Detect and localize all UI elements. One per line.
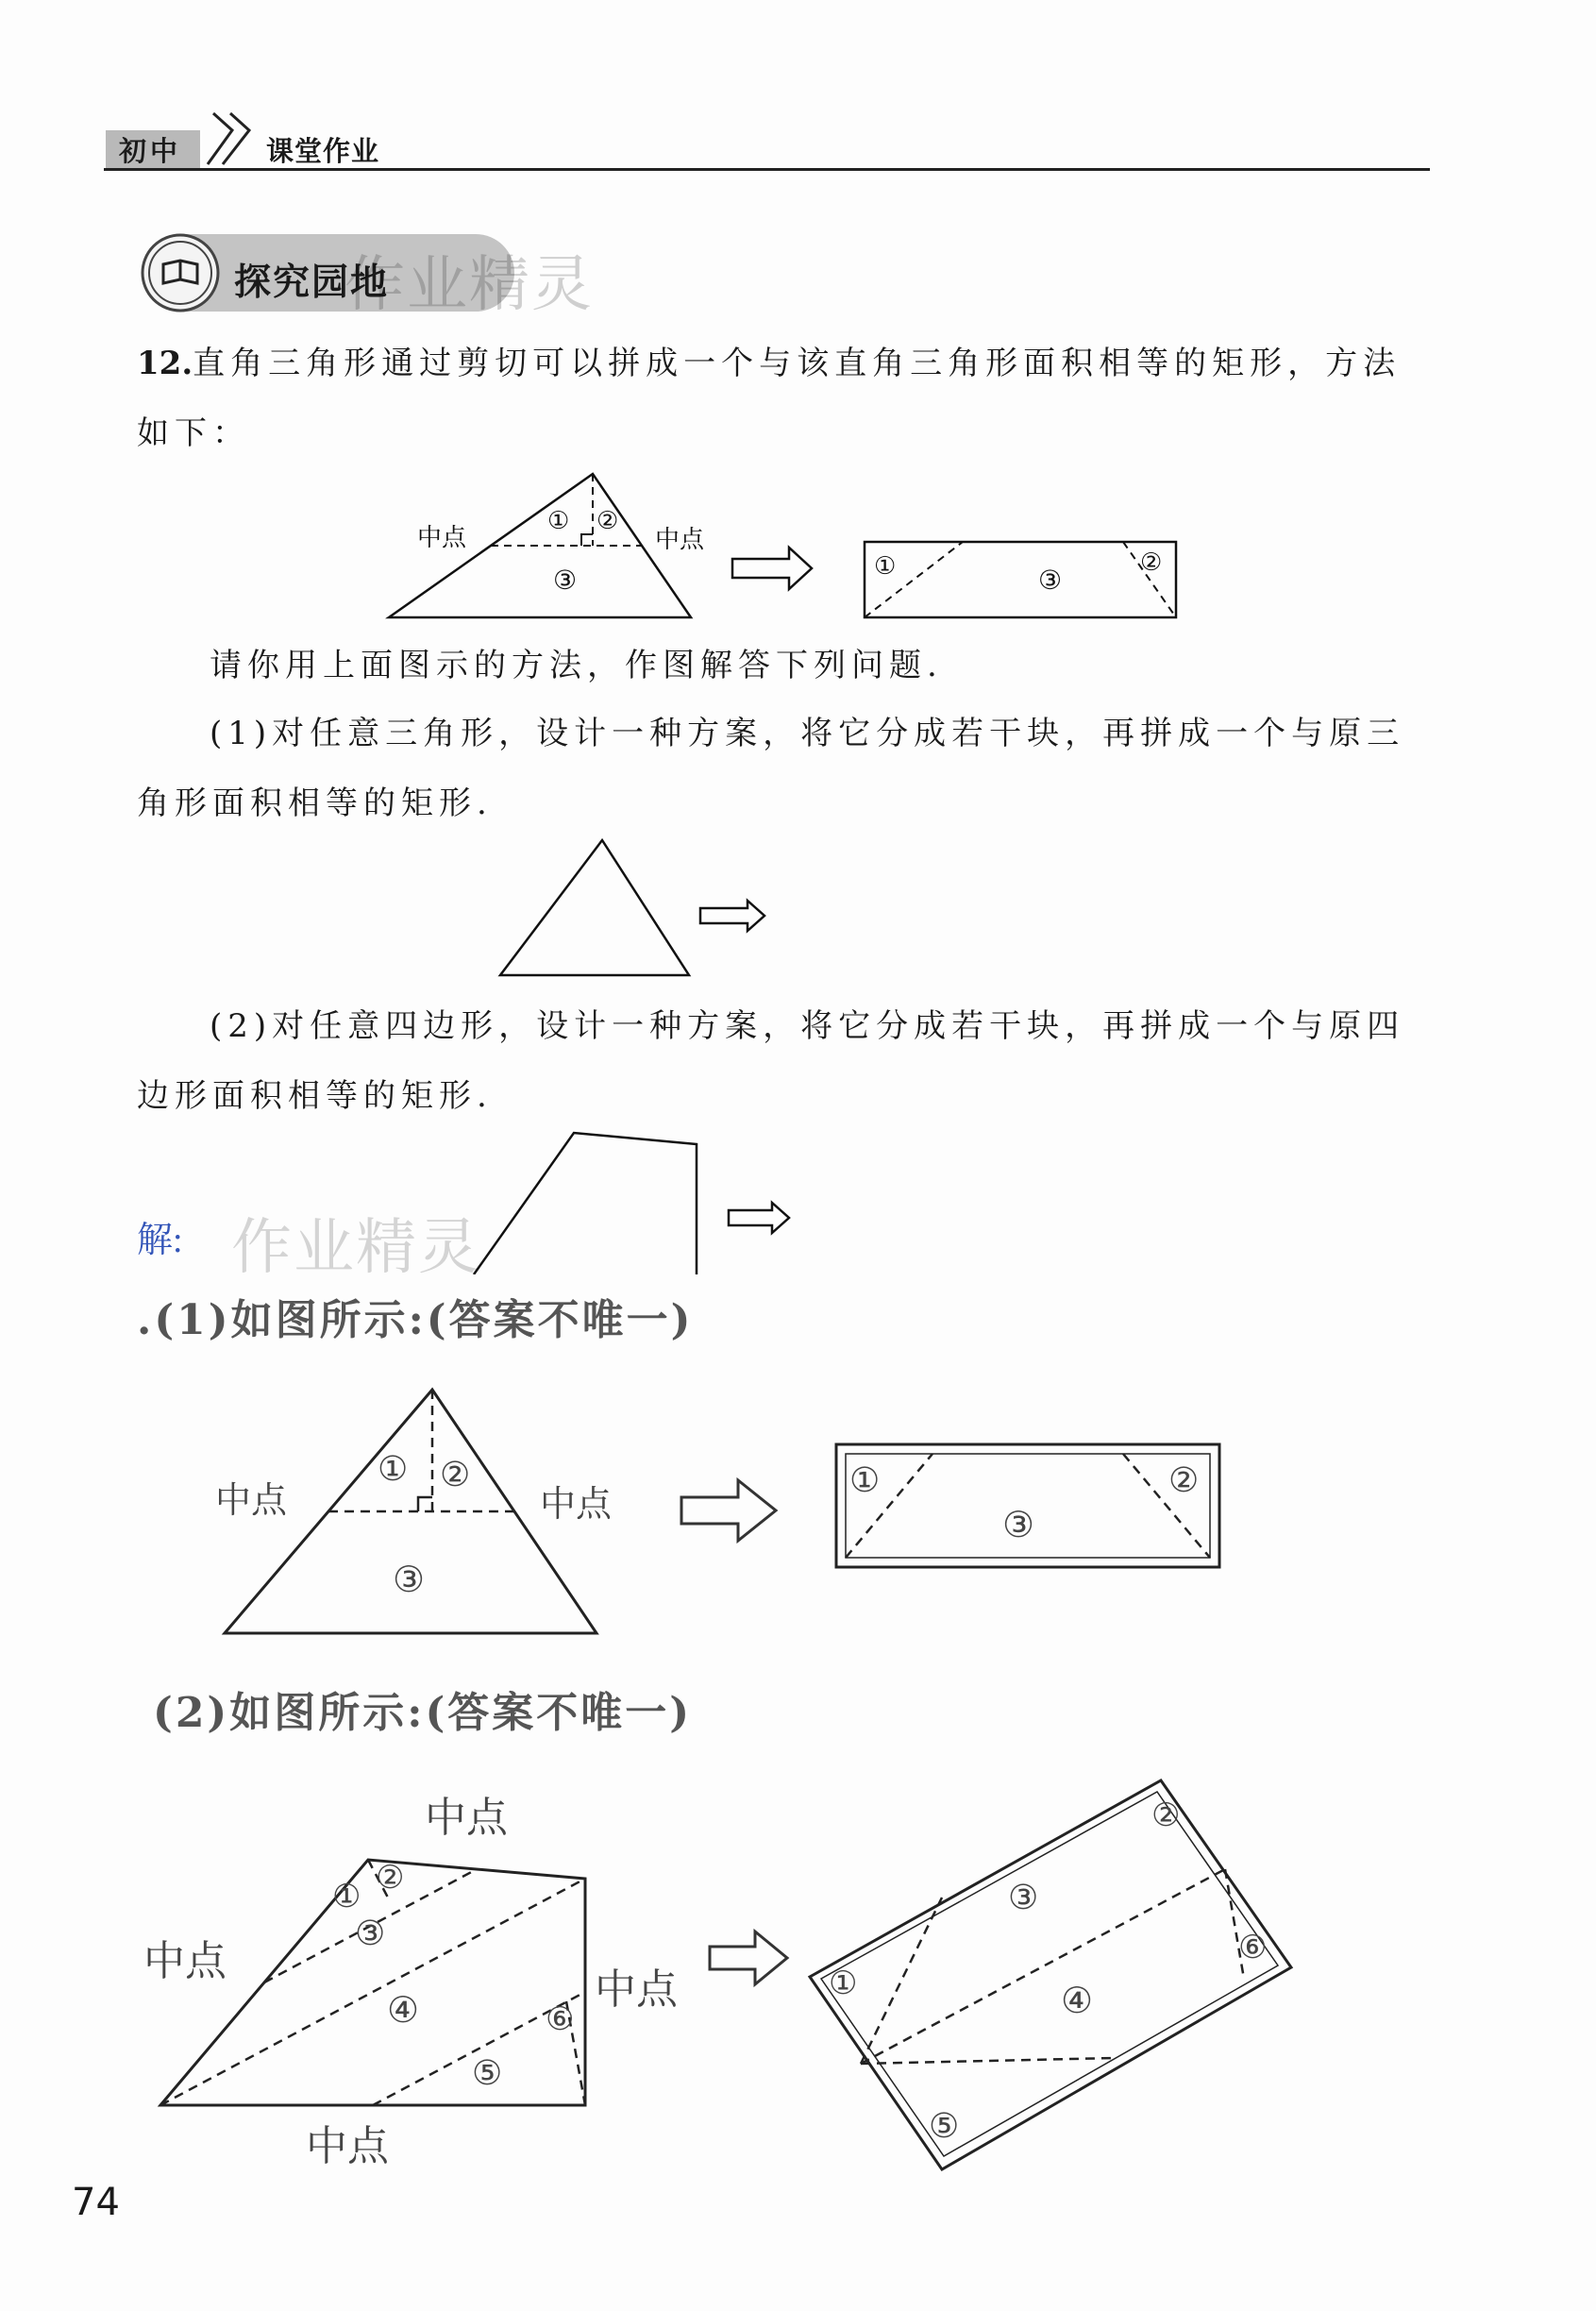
section-title: 探究园地 — [234, 261, 390, 304]
piece-1-label: ① — [378, 1450, 409, 1489]
rect-piece-2-label: ② — [1140, 548, 1163, 577]
piece-1-label: ① — [332, 1878, 361, 1915]
header-grade: 初中 — [119, 135, 182, 167]
result-rectangle — [865, 542, 1176, 617]
rect-piece-1-label: ① — [829, 1965, 858, 2002]
solution-rotated-rectangle — [810, 1780, 1291, 2169]
piece-3-label: ③ — [553, 565, 578, 596]
rect-piece-4-label: ④ — [1061, 1980, 1094, 2021]
rect-piece-1-label: ① — [849, 1461, 881, 1500]
rect-piece-3-label: ③ — [1008, 1879, 1039, 1917]
solution2-figure — [132, 1756, 1321, 2171]
piece-2-label: ② — [376, 1859, 405, 1897]
piece-3-label: ③ — [393, 1559, 426, 1600]
midpoint-left-label: 中点 — [417, 524, 467, 552]
solution-label: 解: — [137, 1221, 183, 1260]
rect-piece-3-label: ③ — [1038, 565, 1063, 596]
part1-text: (1)对任意三角形，设计一种方案，将它分成若干块，再拼成一个与原三角形面积相等的矩形. — [137, 715, 1405, 822]
arrow-icon — [710, 1931, 787, 1984]
midpoint-left-label: 中点 — [215, 1479, 288, 1521]
arrow-icon — [729, 1203, 789, 1233]
rect-piece-6-label: ⑥ — [1238, 1929, 1268, 1966]
midpoint-top-label: 中点 — [425, 1794, 508, 1842]
midpoint-right-label: 中点 — [540, 1483, 613, 1525]
rect-piece-3-label: ③ — [1002, 1504, 1035, 1545]
rect-piece-2-label: ② — [1151, 1797, 1181, 1834]
piece-6-label: ⑥ — [546, 2000, 575, 2038]
piece-2-label: ② — [596, 507, 619, 535]
rect-piece-2-label: ② — [1168, 1461, 1200, 1500]
watermark: 作业精灵 — [344, 250, 594, 320]
part1-figure — [491, 831, 793, 1001]
example-figure — [378, 453, 1208, 642]
double-chevron-icon — [200, 110, 266, 168]
piece-4-label: ④ — [387, 1989, 420, 2031]
part2-figure — [453, 1123, 831, 1274]
piece-5-label: ⑤ — [472, 2054, 503, 2093]
part2-text: (2)对任意四边形，设计一种方案，将它分成若干块，再拼成一个与原四边形面积相等的矩形. — [137, 1007, 1405, 1115]
rect-piece-1-label: ① — [874, 552, 897, 581]
question-text: 12.直角三角形通过剪切可以拼成一个与该直角三角形面积相等的矩形，方法如下： — [137, 345, 1402, 452]
piece-3-label: ③ — [355, 1915, 386, 1953]
piece-1-label: ① — [547, 507, 570, 535]
rect-piece-5-label: ⑤ — [929, 2107, 960, 2146]
right-angle-mark — [418, 1497, 432, 1511]
solution-part2-caption: (2)如图所示:(答案不唯一) — [153, 1689, 693, 1737]
header-series: 课堂作业 — [266, 135, 380, 167]
midpoint-right-label: 中点 — [655, 526, 705, 554]
header-rule — [104, 168, 1430, 171]
question-number: 12. — [137, 345, 193, 382]
book-icon — [134, 227, 227, 319]
solution1-figure — [189, 1369, 1246, 1652]
watermark: 作业精灵 — [231, 1213, 480, 1283]
midpoint-left-label: 中点 — [143, 1937, 227, 1985]
arrow-icon — [732, 548, 812, 589]
right-angle-mark — [581, 534, 593, 546]
arrow-icon — [681, 1480, 776, 1541]
page-number: 74 — [72, 2181, 120, 2224]
piece-2-label: ② — [440, 1456, 471, 1494]
arbitrary-triangle — [500, 840, 689, 975]
arbitrary-quadrilateral — [474, 1133, 697, 1274]
instruction-text: 请你用上面图示的方法，作图解答下列问题. — [210, 647, 943, 684]
solution-part1-caption: .(1)如图所示:(答案不唯一) — [137, 1296, 694, 1344]
midpoint-bottom-label: 中点 — [306, 2122, 389, 2170]
arrow-icon — [700, 901, 764, 931]
midpoint-right-label: 中点 — [595, 1965, 678, 2014]
